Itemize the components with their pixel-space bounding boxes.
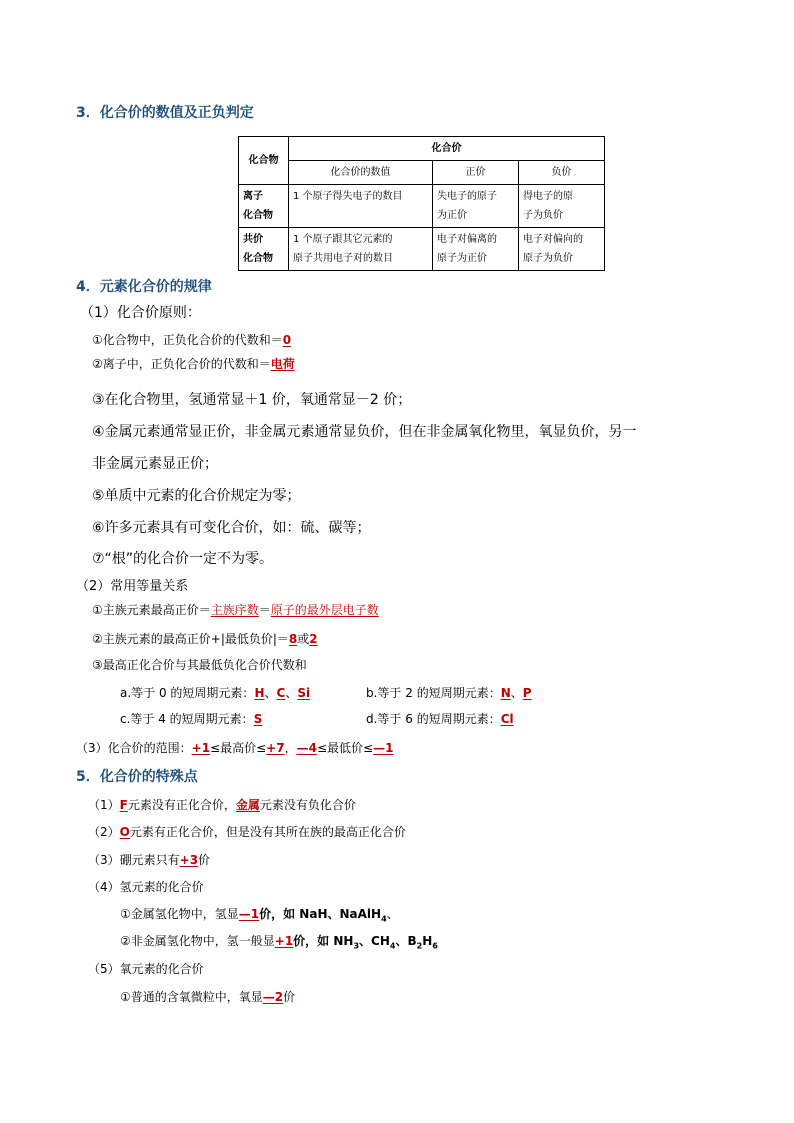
table-row bbox=[239, 228, 605, 271]
sub-a-text: a.等于 0 的短周期元素： bbox=[120, 686, 255, 700]
answer-blank: —1 bbox=[238, 907, 260, 921]
separator: 、 bbox=[510, 686, 523, 700]
or-text: 或 bbox=[297, 632, 310, 646]
s5-text: ②非金属氢化物中，氢一般显 bbox=[120, 934, 275, 948]
cell-negative: 得电子的原 bbox=[523, 191, 573, 202]
p2-sub-b bbox=[366, 684, 532, 701]
cell-positive: 失电子的原子 bbox=[437, 191, 497, 202]
answer-blank: Cl bbox=[500, 712, 514, 726]
p2-item-2-text: ②主族元素的最高正价+|最低负价|＝ bbox=[92, 632, 289, 646]
sub-b-text: b.等于 2 的短周期元素： bbox=[366, 686, 501, 700]
formula-text: 、B bbox=[395, 934, 417, 948]
s5-text: 元素没有正化合价， bbox=[127, 798, 236, 812]
s5-text: （3）硼元素只有 bbox=[88, 853, 180, 867]
s5-item-4: （4）氢元素的化合价 bbox=[88, 880, 204, 894]
answer-blank: S bbox=[253, 712, 263, 726]
subscript: 6 bbox=[432, 941, 438, 951]
p1-item-6: ⑥许多元素具有可变化合价，如：硫、碳等； bbox=[92, 520, 371, 536]
p2-item-3: ③最高正化合价与其最低负化合价代数和 bbox=[92, 658, 307, 672]
answer-blank: H bbox=[254, 686, 265, 700]
section-5-title: 5．化合价的特殊点 bbox=[76, 769, 198, 785]
formula-text: 价，如 NH bbox=[293, 934, 354, 948]
answer-blank: O bbox=[119, 825, 130, 839]
item-number: （1） bbox=[88, 798, 120, 812]
p1-label: （1）化合价原则： bbox=[80, 305, 201, 321]
p1-item-4-line1: ④金属元素通常显正价，非金属元素通常显负价，但在非金属氧化物里，氧显负价，另一 bbox=[92, 424, 637, 440]
answer-blank: +7 bbox=[266, 741, 285, 755]
row-name: 化合物 bbox=[243, 253, 273, 264]
p2-label: （2）常用等量关系 bbox=[76, 579, 189, 594]
formula-text: 、CH bbox=[359, 934, 390, 948]
answer-blank: 主族序数 bbox=[210, 603, 259, 617]
s5-item-5-1 bbox=[120, 988, 295, 1005]
p1-item-3: ③在化合物里，氢通常显＋1 价，氧通常显－2 价； bbox=[92, 392, 412, 408]
subscript: 2 bbox=[416, 941, 423, 951]
table-row bbox=[239, 185, 605, 228]
p2-sub-c bbox=[120, 710, 262, 727]
answer-blank: 2 bbox=[309, 632, 318, 646]
p1-item-2-text: ②离子中，正负化合价的代数和＝ bbox=[92, 357, 271, 371]
answer-blank: 电荷 bbox=[270, 357, 295, 371]
p3-text: ≤最高价≤ bbox=[210, 741, 267, 755]
item-number: （2） bbox=[88, 825, 120, 839]
s5-text: 价 bbox=[198, 853, 211, 867]
s5-text: 元素有正化合价，但是没有其所在族的最高正化合价 bbox=[129, 825, 406, 839]
cell-value: 原子共用电子对的数目 bbox=[293, 253, 393, 264]
p1-item-1 bbox=[92, 331, 291, 348]
subscript: 4 bbox=[389, 941, 396, 951]
answer-blank: +1 bbox=[274, 934, 294, 948]
p3-label: （3）化合价的范围： bbox=[76, 741, 192, 755]
answer-blank: +3 bbox=[179, 853, 199, 867]
answer-blank: P bbox=[522, 686, 532, 700]
s5-item-4-1 bbox=[120, 905, 399, 923]
cell-positive: 原子为正价 bbox=[437, 253, 487, 264]
s5-item-2 bbox=[88, 823, 406, 840]
separator: 、 bbox=[285, 686, 298, 700]
p2-sub-a bbox=[120, 684, 310, 701]
table-col-header: 化合价的数值 bbox=[289, 161, 433, 185]
s5-text: ①普通的含氧微粒中，氧显 bbox=[120, 990, 263, 1004]
p2-item-1-text: ①主族元素最高正价＝ bbox=[92, 603, 211, 617]
formula-text: 价，如 NaH、NaAlH bbox=[259, 907, 382, 921]
answer-blank: 金属 bbox=[235, 798, 260, 812]
cell-negative: 电子对偏向的 bbox=[523, 234, 583, 245]
answer-blank: —4 bbox=[296, 741, 317, 755]
separator: 、 bbox=[264, 686, 277, 700]
cell-negative: 原子为负价 bbox=[523, 253, 573, 264]
answer-blank: 原子的最外层电子数 bbox=[270, 603, 379, 617]
answer-blank: —2 bbox=[262, 990, 284, 1004]
answer-blank: C bbox=[276, 686, 286, 700]
table-col-header: 负价 bbox=[519, 161, 605, 185]
answer-blank: —1 bbox=[373, 741, 394, 755]
s5-text: ①金属氢化物中，氢显 bbox=[120, 907, 239, 921]
row-name: 化合物 bbox=[243, 210, 273, 221]
table-col-header: 正价 bbox=[433, 161, 519, 185]
s5-text: 价 bbox=[283, 990, 296, 1004]
cell-value: 1 个原子得失电子的数目 bbox=[289, 185, 433, 228]
equals-sign: ＝ bbox=[258, 603, 271, 617]
separator: 、 bbox=[386, 907, 399, 921]
p3-range bbox=[76, 739, 393, 756]
p3-text: ， bbox=[284, 741, 297, 755]
formula-text: H bbox=[422, 934, 433, 948]
row-name: 共价 bbox=[243, 234, 263, 245]
answer-blank: Si bbox=[297, 686, 311, 700]
row-name: 离子 bbox=[243, 191, 263, 202]
p2-item-1 bbox=[92, 601, 379, 618]
subscript: 4 bbox=[381, 914, 387, 924]
cell-value: 1 个原子跟其它元素的 bbox=[293, 234, 393, 245]
p2-sub-d bbox=[366, 710, 514, 727]
s5-item-4-2 bbox=[120, 932, 438, 950]
sub-c-text: c.等于 4 的短周期元素： bbox=[120, 712, 254, 726]
cell-negative: 子为负价 bbox=[523, 210, 563, 221]
answer-blank: 0 bbox=[282, 333, 292, 347]
section-3-title: 3．化合价的数值及正负判定 bbox=[76, 105, 254, 121]
p2-item-2 bbox=[92, 630, 318, 647]
section-4-title: 4．元素化合价的规律 bbox=[76, 279, 212, 295]
s5-item-1 bbox=[88, 796, 356, 813]
answer-blank: 8 bbox=[288, 632, 298, 646]
valence-table bbox=[238, 136, 605, 271]
table-group-header: 化合价 bbox=[289, 137, 605, 161]
subscript: 3 bbox=[353, 941, 360, 951]
answer-blank: +1 bbox=[191, 741, 211, 755]
p3-text: ≤最低价≤ bbox=[316, 741, 374, 755]
sub-d-text: d.等于 6 的短周期元素： bbox=[366, 712, 501, 726]
table-corner: 化合物 bbox=[239, 137, 289, 185]
p1-item-7: ⑦“根”的化合价一定不为零。 bbox=[92, 551, 274, 567]
s5-text: 元素没有负化合价 bbox=[259, 798, 356, 812]
p1-item-1-text: ①化合物中，正负化合价的代数和＝ bbox=[92, 333, 283, 347]
p1-item-5: ⑤单质中元素的化合价规定为零； bbox=[92, 488, 301, 504]
s5-item-3 bbox=[88, 851, 210, 868]
p1-item-4-line2: 非金属元素显正价； bbox=[92, 456, 218, 472]
cell-positive: 为正价 bbox=[437, 210, 467, 221]
answer-blank: F bbox=[119, 798, 128, 812]
p1-item-2 bbox=[92, 355, 295, 372]
cell-positive: 电子对偏离的 bbox=[437, 234, 497, 245]
answer-blank: N bbox=[500, 686, 511, 700]
s5-item-5: （5）氧元素的化合价 bbox=[88, 962, 204, 976]
